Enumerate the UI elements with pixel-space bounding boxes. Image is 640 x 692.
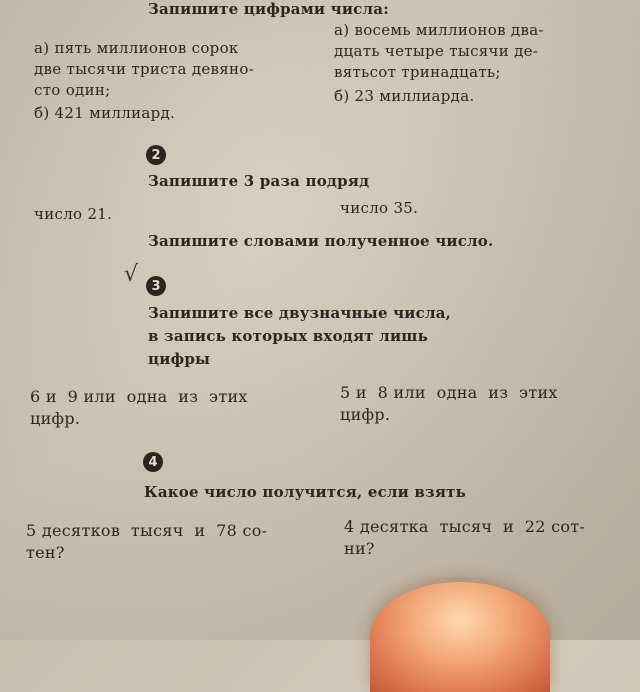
task3-heading-line3: цифры xyxy=(148,350,211,368)
task4-left-line2: тен? xyxy=(26,543,65,562)
task4-heading: Какое число получится, если взять xyxy=(144,483,466,501)
task4-right-line2: ни? xyxy=(344,539,375,558)
task1-right-a-line1: а) восемь миллионов два- xyxy=(334,21,544,39)
task3-number-badge: 3 xyxy=(146,276,166,296)
task3-left-text xyxy=(30,386,310,430)
task2-number-badge: 2 xyxy=(146,145,166,165)
task1-left-a xyxy=(34,38,304,101)
task2-right-text: число 35. xyxy=(340,199,419,217)
task1-right-b: б) 23 миллиарда. xyxy=(334,87,475,105)
task3-right-line2: цифр. xyxy=(340,405,391,424)
thumb-finger xyxy=(370,582,550,692)
task1-heading: Запишите цифрами числа: xyxy=(148,0,389,18)
task1-left-a-line3: сто один; xyxy=(34,81,111,99)
task4-left-text xyxy=(26,520,316,564)
task3-heading xyxy=(148,302,451,371)
task4-right-line1: 4 десятка тысяч и 22 сот- xyxy=(344,517,586,536)
task1-right-a-line2: дцать четыре тысячи де- xyxy=(334,42,539,60)
task2-heading2: Запишите словами полученное число. xyxy=(148,232,494,250)
task2-heading: Запишите 3 раза подряд xyxy=(148,172,370,190)
task1-left-a-line2: две тысячи триста девяно- xyxy=(34,60,255,78)
task1-right-a-line3: вятьсот тринадцать; xyxy=(334,63,501,81)
task3-left-line1: 6 и 9 или одна из этих xyxy=(30,387,248,406)
task2-left-text: число 21. xyxy=(34,205,113,223)
task3-right-line1: 5 и 8 или одна из этих xyxy=(340,383,558,402)
task1-right-a xyxy=(334,20,614,83)
task4-right-text xyxy=(344,516,634,560)
task1-left-a-line1: а) пять миллионов сорок xyxy=(34,39,239,57)
check-mark: √ xyxy=(124,262,139,287)
task4-left-line1: 5 десятков тысяч и 78 со- xyxy=(26,521,268,540)
task1-left-b: б) 421 миллиард. xyxy=(34,104,176,122)
task3-heading-line2: в запись которых входят лишь xyxy=(148,327,428,345)
task3-left-line2: цифр. xyxy=(30,409,81,428)
task4-number-badge: 4 xyxy=(143,452,163,472)
task3-heading-line1: Запишите все двузначные числа, xyxy=(148,304,452,322)
task3-right-text xyxy=(340,382,630,426)
